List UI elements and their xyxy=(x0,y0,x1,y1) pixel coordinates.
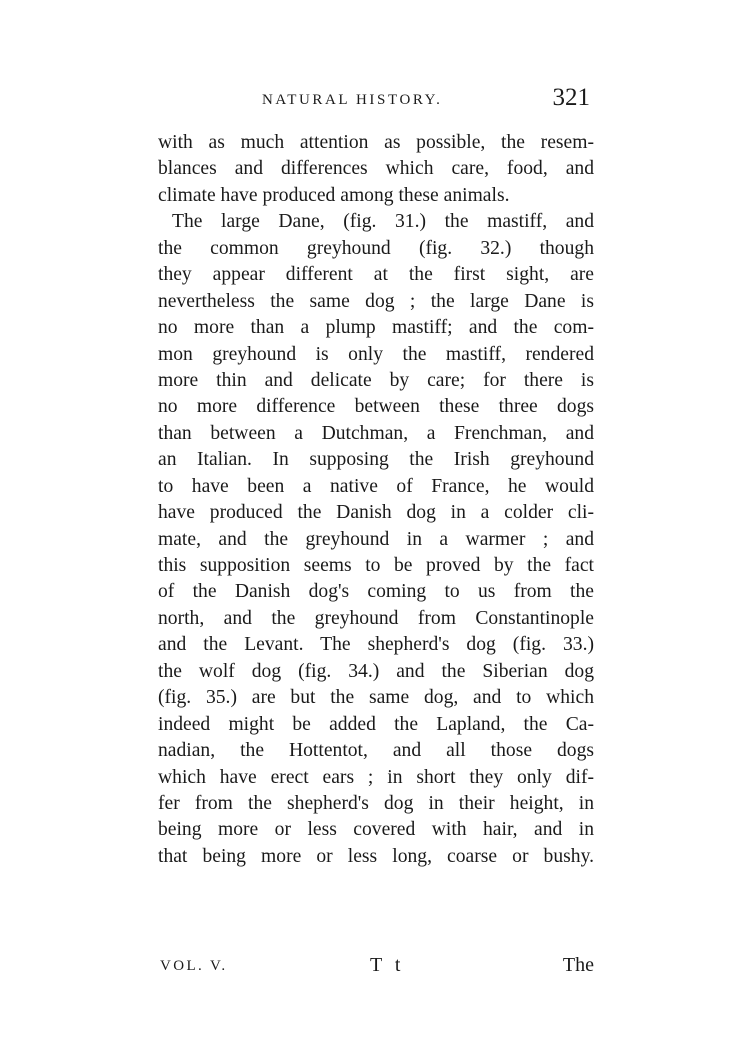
catchword: The xyxy=(562,954,594,976)
text-line: being more or less covered with hair, and in xyxy=(158,819,594,841)
text-line: which have erect ears ; in short they only dif- xyxy=(158,766,594,788)
text-line: that being more or less long, coarse or bushy. xyxy=(158,845,594,867)
body-text xyxy=(158,130,594,870)
text-line: an Italian. In supposing the Irish greyhound xyxy=(158,449,594,471)
text-line: no more than a plump mastiff; and the com- xyxy=(158,317,594,339)
text-line: (fig. 35.) are but the same dog, and to which xyxy=(158,687,594,709)
text-line: climate have produced among these animals. xyxy=(158,184,510,206)
text-line: more thin and delicate by care; for there is xyxy=(158,369,594,391)
text-line: of the Danish dog's coming to us from the xyxy=(158,581,594,603)
text-line: The large Dane, (fig. 31.) the mastiff, and xyxy=(172,211,594,233)
text-line: have produced the Danish dog in a colder cli- xyxy=(158,502,594,524)
text-line: they appear different at the first sight, are xyxy=(158,264,594,286)
text-line: this supposition seems to be proved by the fact xyxy=(158,555,594,576)
page-footer xyxy=(160,952,594,982)
page-number: 321 xyxy=(552,84,590,111)
running-title: NATURAL HISTORY. xyxy=(262,92,443,108)
text-line: nadian, the Hottentot, and all those dogs xyxy=(158,740,594,762)
text-line: indeed might be added the Lapland, the Ca- xyxy=(158,713,594,735)
signature-mark: T t xyxy=(370,954,405,976)
text-line: mate, and the greyhound in a warmer ; and xyxy=(158,528,594,550)
running-head xyxy=(160,84,600,120)
text-line: the common greyhound (fig. 32.) though xyxy=(158,237,594,259)
text-line: blances and differences which care, food, and xyxy=(158,158,594,180)
text-line: nevertheless the same dog ; the large Dane is xyxy=(158,290,594,312)
text-line: north, and the greyhound from Constantinople xyxy=(158,607,594,629)
text-line: to have been a native of France, he would xyxy=(158,475,594,497)
text-line: and the Levant. The shepherd's dog (fig. 33.) xyxy=(158,634,594,656)
text-line: mon greyhound is only the mastiff, rendered xyxy=(158,343,594,365)
text-line: the wolf dog (fig. 34.) and the Siberian dog xyxy=(158,660,594,682)
text-line: no more difference between these three dogs xyxy=(158,396,594,418)
text-line: with as much attention as possible, the resem- xyxy=(158,132,594,153)
text-line: than between a Dutchman, a Frenchman, and xyxy=(158,422,594,444)
volume-label: VOL. V. xyxy=(160,958,228,974)
text-line: fer from the shepherd's dog in their height, in xyxy=(158,792,594,814)
